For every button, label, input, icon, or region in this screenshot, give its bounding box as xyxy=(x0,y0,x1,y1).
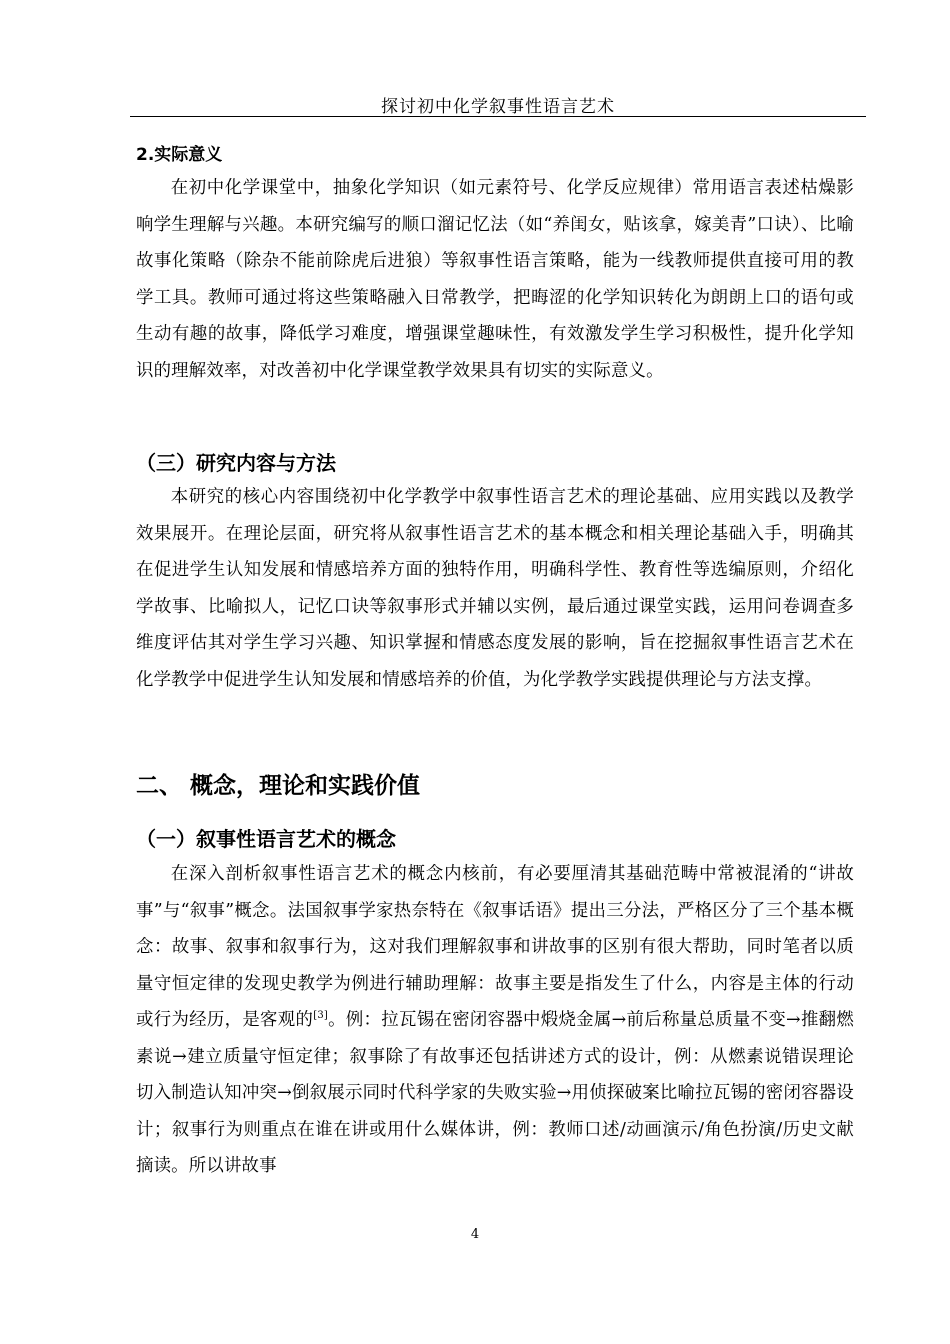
chapter-heading-concepts: 二、 概念，理论和实践价值 xyxy=(136,773,421,799)
heading-narrative-concept: （一）叙事性语言艺术的概念 xyxy=(136,827,396,851)
paragraph-text-part-1: 在深入剖析叙事性语言艺术的概念内核前，有必要厘清其基础范畴中常被混淆的“讲故事”与“叙事”概念。法国叙事学家热奈特在《叙事话语》提出三分法，严格区分了三个基本概念：故事、叙事和叙事行为，这对我们理解叙事和讲故事的区别有很大帮助，同时笔者以质量守恒定律的发现史教学为例进行辅助理解：故事主要是指发生了什么，内容是主体的行动或行为经历，是客观的 xyxy=(136,864,854,1030)
header-rule xyxy=(130,116,866,117)
paragraph-practical-significance: 在初中化学课堂中，抽象化学知识（如元素符号、化学反应规律）常用语言表述枯燥影响学生理解与兴趣。本研究编写的顺口溜记忆法（如“养闺女，贴该拿，嫁美青”口诀）、比喻故事化策略（除杂不能前除虎后进狼）等叙事性语言策略，能为一线教师提供直接可用的教学工具。教师可通过将这些策略融入日常教学，把晦涩的化学知识转化为朗朗上口的语句或生动有趣的故事，降低学习难度，增强课堂趣味性，有效激发学生学习积极性，提升化学知识的理解效率，对改善初中化学课堂教学效果具有切实的实际意义。 xyxy=(136,178,854,381)
paragraph-text-part-2: 。例：拉瓦锡在密闭容器中煅烧金属→前后称量总质量不变→推翻燃素说→建立质量守恒定律；叙事除了有故事还包括讲述方式的设计，例：从燃素说错误理论切入制造认知冲突→倒叙展示同时代科学家的失败实验→用侦探破案比喻拉瓦锡的密闭容器设计；叙事行为则重点在谁在讲或用什么媒体讲，例：教师口述/动画演示/角色扮演/历史文献摘读。所以讲故事 xyxy=(136,1010,854,1176)
running-header: 探讨初中化学叙事性语言艺术 xyxy=(381,97,615,117)
citation-ref[interactable]: [3] xyxy=(313,1010,328,1022)
paragraph-research-content: 本研究的核心内容围绕初中化学教学中叙事性语言艺术的理论基础、应用实践以及教学效果展开。在理论层面，研究将从叙事性语言艺术的基本概念和相关理论基础入手，明确其在促进学生认知发展和情感培养方面的独特作用，明确科学性、教育性等选编原则，介绍化学故事、比喻拟人，记忆口诀等叙事形式并辅以实例，最后通过课堂实践，运用问卷调查多维度评估其对学生学习兴趣、知识掌握和情感态度发展的影响，旨在挖掘叙事性语言艺术在化学教学中促进学生认知发展和情感培养的价值，为化学教学实践提供理论与方法支撑。 xyxy=(136,487,854,690)
heading-practical-significance: 2.实际意义 xyxy=(136,145,223,165)
heading-research-content: （三）研究内容与方法 xyxy=(136,451,336,475)
page-number: 4 xyxy=(470,1227,480,1242)
paragraph-narrative-concept xyxy=(136,856,854,1185)
